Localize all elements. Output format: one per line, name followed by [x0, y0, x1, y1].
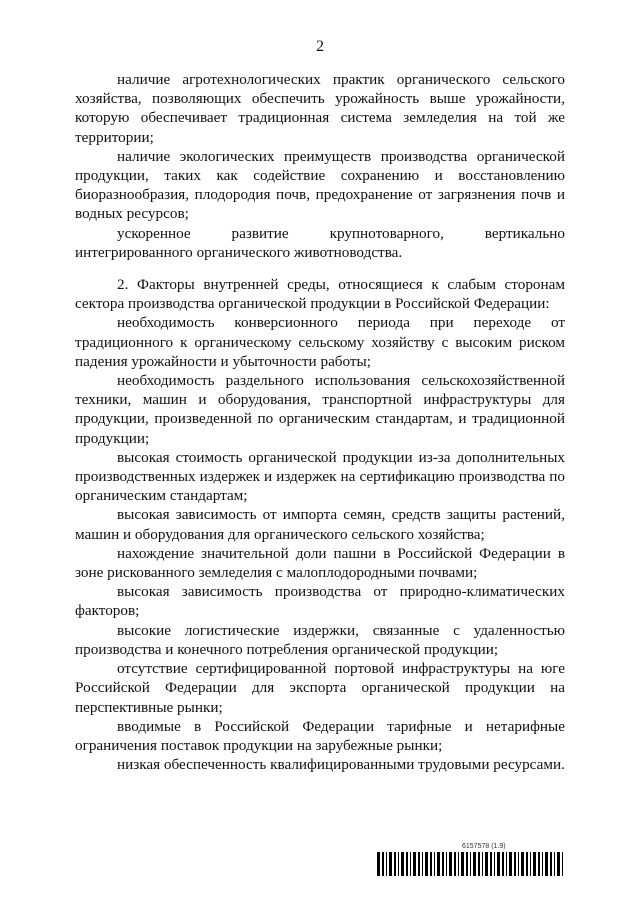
page-number: 2 [316, 38, 324, 55]
paragraph: низкая обеспеченность квалифицированными трудовыми ресурсами. [117, 756, 565, 774]
paragraph: вводимые в Российской Федерации тарифные и нетарифные ограничения поставок продукции на зарубежные рынки; [75, 717, 565, 754]
section-gap [75, 262, 565, 275]
document-code: 6157578 (1.9) [462, 843, 506, 850]
paragraph: высокие логистические издержки, связанные с удаленностью производства и конечного потребления органической продукции; [75, 621, 565, 658]
paragraph: нахождение значительной доли пашни в Российской Федерации в зоне рискованного земледелия с малоплодородными почвами; [75, 544, 565, 582]
section-heading: 2. Факторы внутренней среды, относящиеся к слабым сторонам сектора производства органической продукции в Российской Федерации: [75, 276, 565, 313]
paragraph: высокая зависимость производства от природно-климатических факторов; [75, 583, 565, 620]
paragraph: высокая стоимость органической продукции из-за дополнительных производственных издержек и издержек на сертификацию производства по органическим стандартам; [75, 448, 565, 505]
paragraph: наличие экологических преимуществ производства органической продукции, таких как содействие сохранению и восстановлению биоразнообразия, плодородия почв, предохранение от загрязнения почв и водных ресурсов; [75, 147, 565, 223]
paragraph: ускоренное развитие крупнотоварного, вертикально интегрированного органического животноводства. [75, 224, 565, 261]
barcode-image [377, 852, 563, 876]
paragraph: отсутствие сертифицированной портовой инфраструктуры на юге Российской Федерации для экспорта органической продукции на перспективные рынки; [75, 660, 565, 716]
paragraph: необходимость конверсионного периода при переходе от традиционного к органическому сельскому хозяйству с высоким риском падения урожайности и убыточности работы; [75, 314, 565, 370]
document-body [75, 70, 565, 774]
paragraph: наличие агротехнологических практик органического сельского хозяйства, позволяющих обеспечить урожайность выше урожайности, которую обеспечивает традиционная система земледелия на той же территории; [75, 71, 565, 146]
paragraph: необходимость раздельного использования сельскохозяйственной техники, машин и оборудования, транспортной инфраструктуры для продукции, произведенной по органическим стандартам, и традиционной продукции; [75, 372, 565, 447]
paragraph: высокая зависимость от импорта семян, средств защиты растений, машин и оборудования для органического сельского хозяйства; [75, 506, 565, 543]
